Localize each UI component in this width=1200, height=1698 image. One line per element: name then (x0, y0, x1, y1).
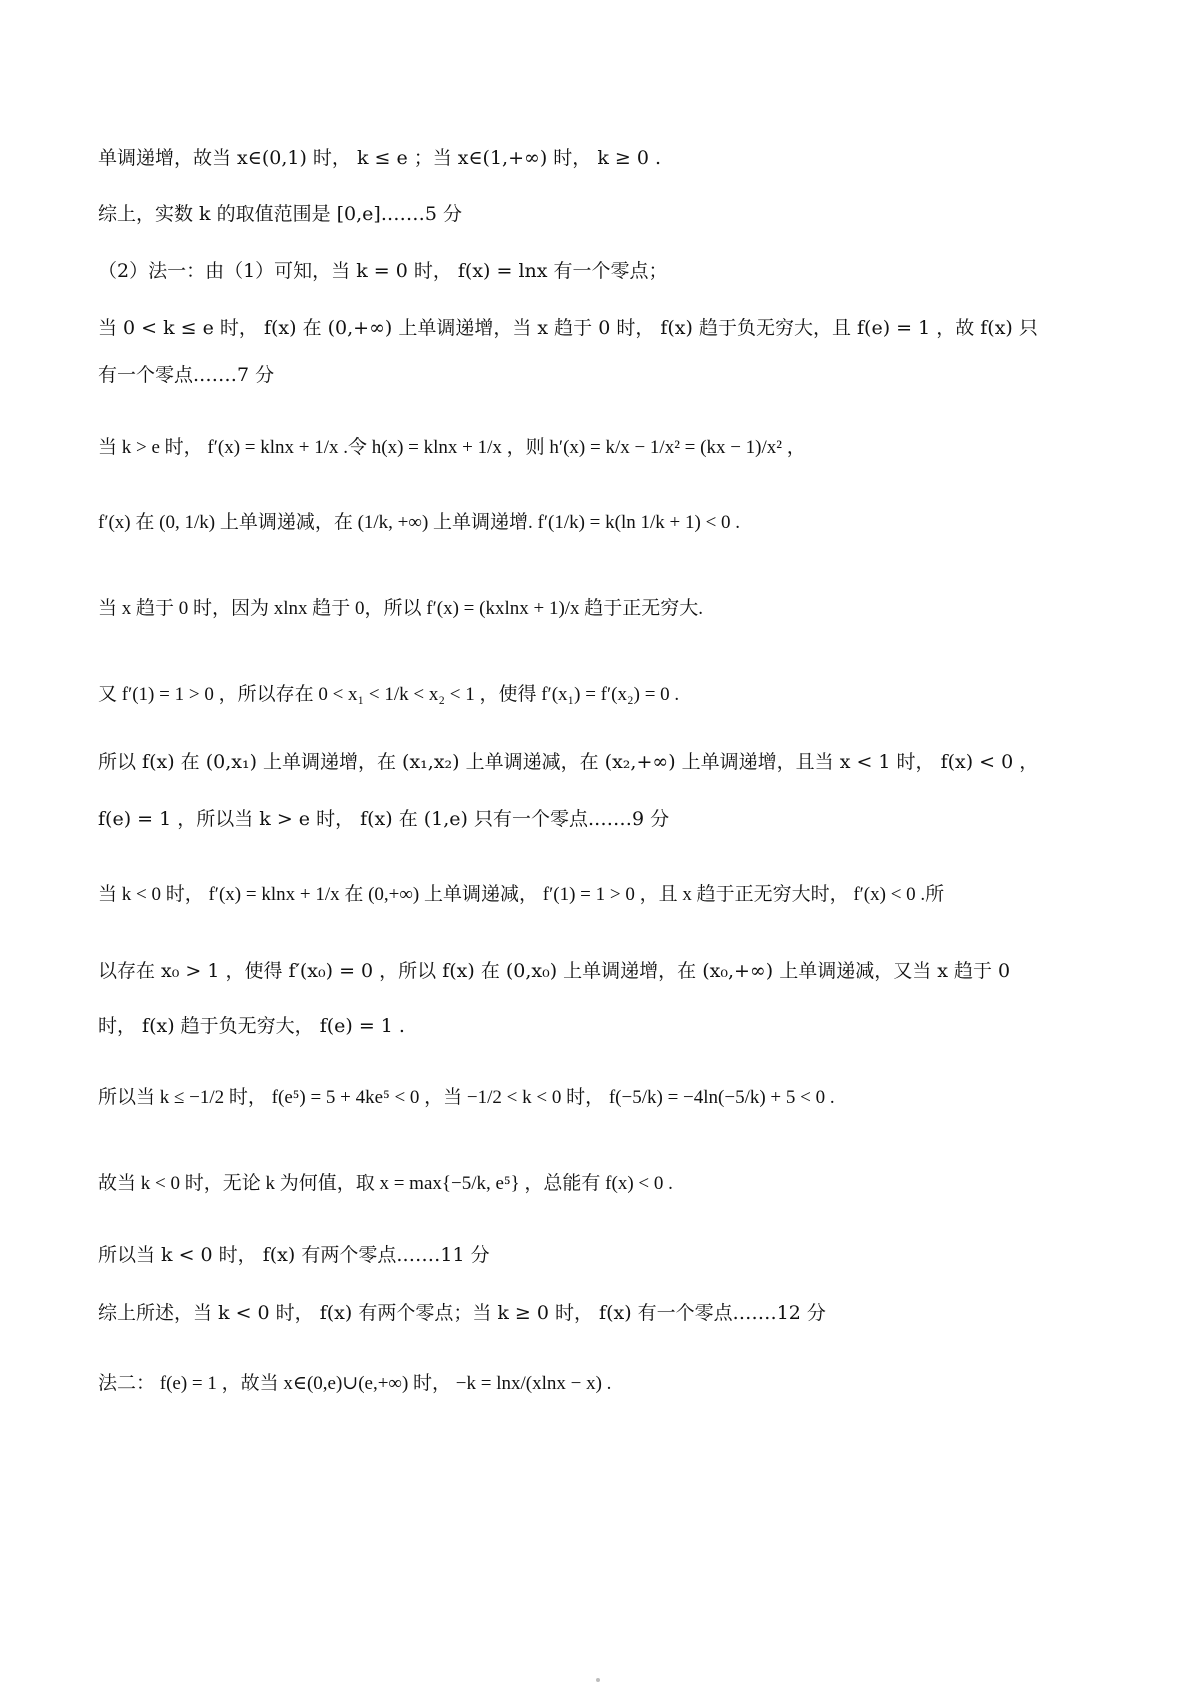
text-line-13: 以存在 x₀ > 1 ，使得 f′(x₀) = 0 ，所以 f(x) 在 (0,x₀) 上单调递增，在 (x₀,+∞) 上单调递减，又当 x 趋于 0 (98, 960, 1011, 982)
footer-dot (596, 1678, 600, 1682)
text-line-5: 有一个零点.……7 分 (98, 364, 275, 386)
text-line-1: 单调递增，故当 x∈(0,1) 时， k ≤ e ；当 x∈(1,+∞) 时， k ≥ 0 . (98, 147, 662, 169)
text-line-9: 又 f′(1) = 1 > 0 ，所以存在 0 < x₁ < 1/k < x₂ < 1 ，使得 f′(x₁) = f′(x₂) = 0 . (98, 684, 680, 705)
text-line-19: 法二： f(e) = 1 ，故当 x∈(0,e)∪(e,+∞) 时， −k = lnx/(xlnx − x) . (98, 1373, 612, 1394)
text-line-16: 故当 k < 0 时，无论 k 为何值，取 x = max{−5/k, e⁵} ，总能有 f(x) < 0 . (98, 1173, 673, 1194)
text-line-2: 综上，实数 k 的取值范围是 [0,e].……5 分 (98, 203, 462, 225)
text-line-4: 当 0 < k ≤ e 时， f(x) 在 (0,+∞) 上单调递增，当 x 趋于 0 时， f(x) 趋于负无穷大，且 f(e) = 1 ，故 f(x) 只 (98, 317, 1038, 339)
text-line-3: （2）法一：由（1）可知，当 k = 0 时， f(x) = lnx 有一个零点； (98, 260, 668, 282)
text-line-7: f′(x) 在 (0, 1/k) 上单调递减，在 (1/k, +∞) 上单调递增. f′(1/k) = k(ln 1/k + 1) < 0 . (98, 512, 741, 533)
text-line-10: 所以 f(x) 在 (0,x₁) 上单调递增，在 (x₁,x₂) 上单调递减，在 (x₂,+∞) 上单调递增，且当 x < 1 时， f(x) < 0 ， (98, 751, 1039, 773)
text-line-6: 当 k > e 时， f′(x) = klnx + 1/x .令 h(x) = klnx + 1/x ，则 h′(x) = k/x − 1/x² = (kx − 1)/x² ， (98, 437, 806, 458)
text-line-8: 当 x 趋于 0 时，因为 xlnx 趋于 0，所以 f′(x) = (kxlnx + 1)/x 趋于正无穷大. (98, 598, 704, 619)
text-line-11: f(e) = 1 ，所以当 k > e 时， f(x) 在 (1,e) 只有一个零点.……9 分 (98, 808, 670, 830)
text-line-14: 时， f(x) 趋于负无穷大， f(e) = 1 . (98, 1015, 405, 1037)
text-line-15: 所以当 k ≤ −1/2 时， f(e⁵) = 5 + 4ke⁵ < 0 ，当 −1/2 < k < 0 时， f(−5/k) = −4ln(−5/k) + 5 < 0 . (98, 1087, 835, 1108)
text-line-18: 综上所述，当 k < 0 时， f(x) 有两个零点；当 k ≥ 0 时， f(x) 有一个零点.……12 分 (98, 1302, 826, 1324)
text-line-12: 当 k < 0 时， f′(x) = klnx + 1/x 在 (0,+∞) 上单调递减， f′(1) = 1 > 0 ，且 x 趋于正无穷大时， f′(x) < 0 .所 (98, 884, 945, 905)
text-line-17: 所以当 k < 0 时， f(x) 有两个零点.……11 分 (98, 1244, 490, 1266)
